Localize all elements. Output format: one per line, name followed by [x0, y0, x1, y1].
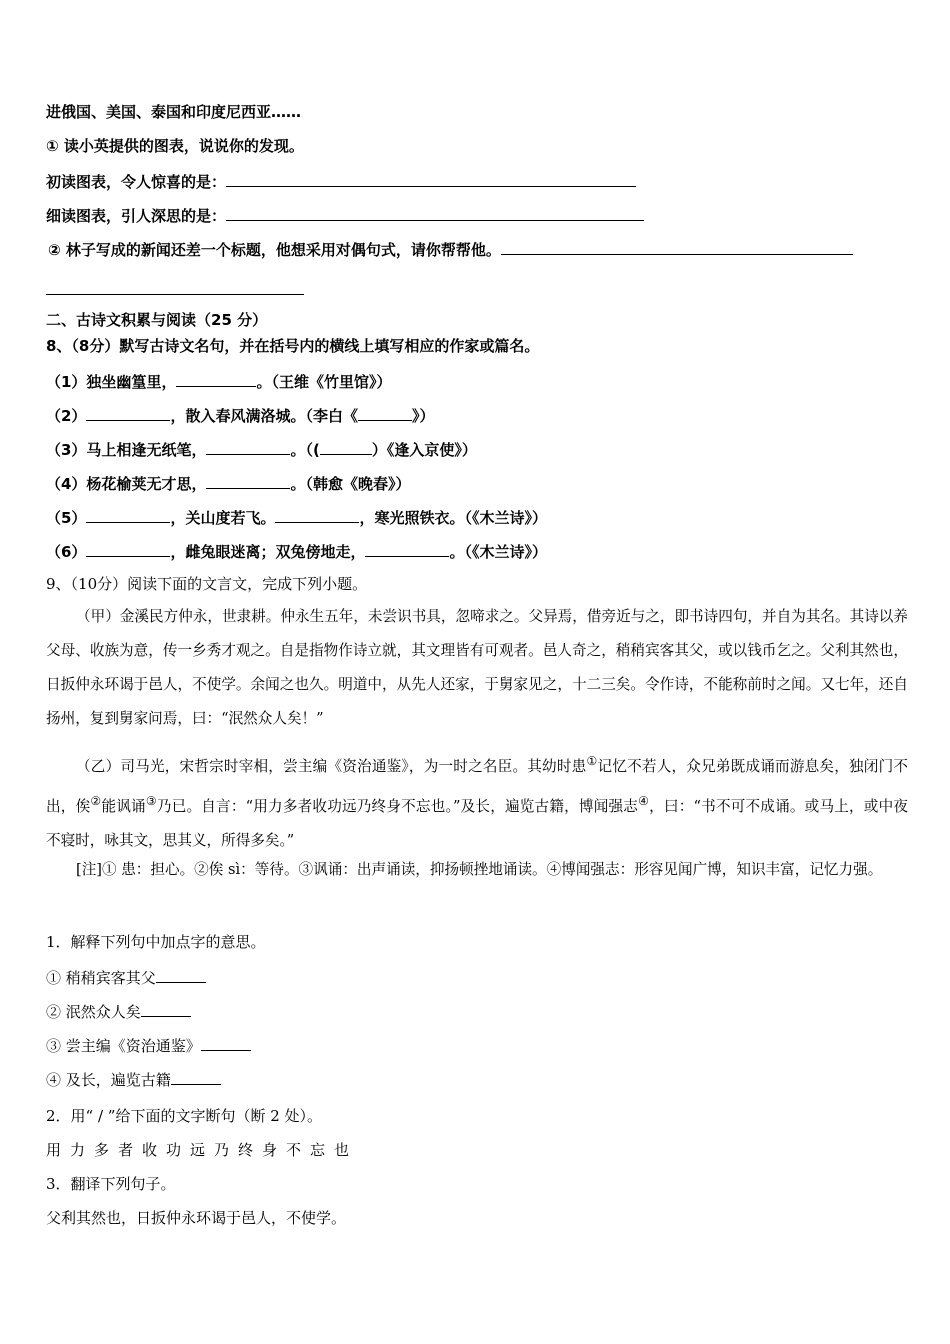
- section-2-heading: 二、古诗文积累与阅读（25 分）: [46, 311, 268, 329]
- item-2-blank[interactable]: [141, 1000, 191, 1017]
- passage-yi-part2: 记忆不若人，众兄弟既成诵而游息矣，独闭门不出，俟: [46, 757, 908, 815]
- sub-question-1: 1．解释下列句中加点字的意思。: [46, 933, 266, 951]
- passage-yi-part3: 能讽诵: [101, 797, 146, 815]
- intro-line: 进俄国、美国、泰国和印度尼西亚……: [46, 103, 302, 121]
- note-marker-2: ②: [90, 793, 102, 808]
- poem-3-author-blank[interactable]: [320, 438, 372, 455]
- poem-5-blank-2[interactable]: [275, 506, 359, 523]
- title-blank-line-2: [46, 278, 304, 300]
- poem-5-blank-1[interactable]: [86, 506, 170, 523]
- poem-6-num: （6）: [46, 543, 87, 561]
- question-2-label: ② 林子写成的新闻还差一个标题，他想采用对偶句式，请你帮帮他。: [48, 241, 501, 259]
- poem-3-text: （3）马上相逢无纸笔，: [46, 441, 207, 459]
- item-2-text: ② 泯然众人矣: [46, 1003, 141, 1021]
- poem-2-close: 》）: [411, 407, 435, 425]
- passage-yi-part4: 乃已。自言：“用力多者收功远乃终身不忘也。”及长，遍览古籍，博闻强志: [156, 797, 639, 815]
- poem-1-source: 。（王维《竹里馆》）: [256, 373, 392, 391]
- poem-4-text: （4）杨花榆荚无才思，: [46, 475, 207, 493]
- poem-2-blank[interactable]: [86, 404, 170, 421]
- item-4-text: ④ 及长，遍览古籍: [46, 1071, 171, 1089]
- poem-line-1: [46, 370, 391, 392]
- poem-3-open: 。（(: [290, 441, 320, 459]
- passage-yi-part1: （乙）司马光，宋哲宗时宰相，尝主编《资治通鉴》，为一时之名臣。其幼时患: [76, 757, 587, 775]
- passage-yi-part5: ，曰：“书不可不成诵。或马上，或中夜不寝时，咏其文，思其义，所得多矣。”: [46, 797, 908, 849]
- sub-question-1-item-3: [46, 1034, 251, 1056]
- sub-question-1-item-1: [46, 966, 206, 988]
- title-blank-1[interactable]: [501, 238, 853, 255]
- poem-2-text: ，散入春风满洛城。（李白《: [170, 407, 358, 425]
- poem-line-6: [46, 540, 547, 562]
- poem-2-title-blank[interactable]: [358, 404, 412, 421]
- poem-6-text: ，雌兔眼迷离；双兔傍地走，: [170, 543, 366, 561]
- annotation-note: [注]① 患：担心。②俟 sì：等待。③讽诵：出声诵读，抑扬顿挫地诵读。④博闻强志：形容见闻广博，知识丰富，记忆力强。: [76, 861, 883, 878]
- sub-question-1-item-2: [46, 1000, 191, 1022]
- sub-question-3: 3．翻译下列句子。: [46, 1175, 176, 1193]
- answer-blank-2[interactable]: [226, 204, 644, 221]
- item-3-blank[interactable]: [201, 1034, 251, 1051]
- sentence-to-punctuate: 用力多者收功远乃终身不忘也: [46, 1141, 359, 1159]
- poem-line-3: [46, 438, 477, 460]
- poem-line-4: [46, 472, 410, 494]
- sub-question-1-item-4: [46, 1068, 221, 1090]
- answer-label-1: 初读图表，令人惊喜的是：: [46, 173, 227, 191]
- poem-line-2: [46, 404, 434, 426]
- poem-4-blank[interactable]: [206, 472, 290, 489]
- poem-4-source: 。（韩愈《晚春》）: [290, 475, 411, 493]
- answer-blank-1[interactable]: [226, 170, 636, 187]
- poem-6-source: 。（《木兰诗》）: [449, 543, 547, 561]
- answer-line-1: [46, 170, 636, 192]
- poem-line-5: [46, 506, 547, 528]
- poem-3-blank[interactable]: [206, 438, 290, 455]
- poem-2-num: （2）: [46, 407, 87, 425]
- item-4-blank[interactable]: [171, 1068, 221, 1085]
- item-1-blank[interactable]: [156, 966, 206, 983]
- poem-6-blank-2[interactable]: [365, 540, 449, 557]
- note-marker-4: ④: [638, 793, 650, 808]
- question-8-prompt: 8、（8分）默写古诗文名句，并在括号内的横线上填写相应的作家或篇名。: [46, 337, 540, 355]
- poem-6-blank-1[interactable]: [86, 540, 170, 557]
- poem-5-source: ，寒光照铁衣。（《木兰诗》）: [359, 509, 547, 527]
- question-9-prompt: 9、（10分）阅读下面的文言文，完成下列小题。: [46, 575, 368, 593]
- poem-5-text: ，关山度若飞。: [170, 509, 276, 527]
- title-blank-2[interactable]: [46, 278, 304, 295]
- poem-1-blank[interactable]: [176, 370, 256, 387]
- poem-1-text: （1）独坐幽篁里，: [46, 373, 177, 391]
- item-3-text: ③ 尝主编《资治通鉴》: [46, 1037, 201, 1055]
- passage-yi: [46, 744, 908, 858]
- sentence-to-translate: 父利其然也，日扳仲永环谒于邑人，不使学。: [46, 1209, 347, 1227]
- answer-line-2: [46, 204, 644, 226]
- sub-question-2: 2．用“ / ”给下面的文字断句（断 2 处）。: [46, 1107, 323, 1125]
- note-marker-1: ①: [586, 754, 598, 768]
- answer-label-2: 细读图表，引人深思的是：: [46, 207, 227, 225]
- question-1-prompt: ① 读小英提供的图表，说说你的发现。: [46, 137, 304, 155]
- note-marker-3: ③: [145, 793, 157, 808]
- question-2-prompt: [48, 238, 853, 260]
- poem-3-source: ）《逢入京使》）: [371, 441, 477, 459]
- passage-jia: （甲）金溪民方仲永，世隶耕。仲永生五年，未尝识书具，忽啼求之。父异焉，借旁近与之，即书诗四句，并自为其名。其诗以养父母、收族为意，传一乡秀才观之。自是指物作诗立就，其文理皆有可观者。邑人奇之，稍稍宾客其父，或以钱币乞之。父利其然也，日扳仲永环谒于邑人，不使学。余闻之也久。明道中，从先人还家，于舅家见之，十二三矣。令作诗，不能称前时之闻。又七年，还自扬州，复到舅家问焉，曰：“泯然众人矣！”: [46, 608, 908, 727]
- poem-5-num: （5）: [46, 509, 87, 527]
- item-1-text: ① 稍稍宾客其父: [46, 969, 156, 987]
